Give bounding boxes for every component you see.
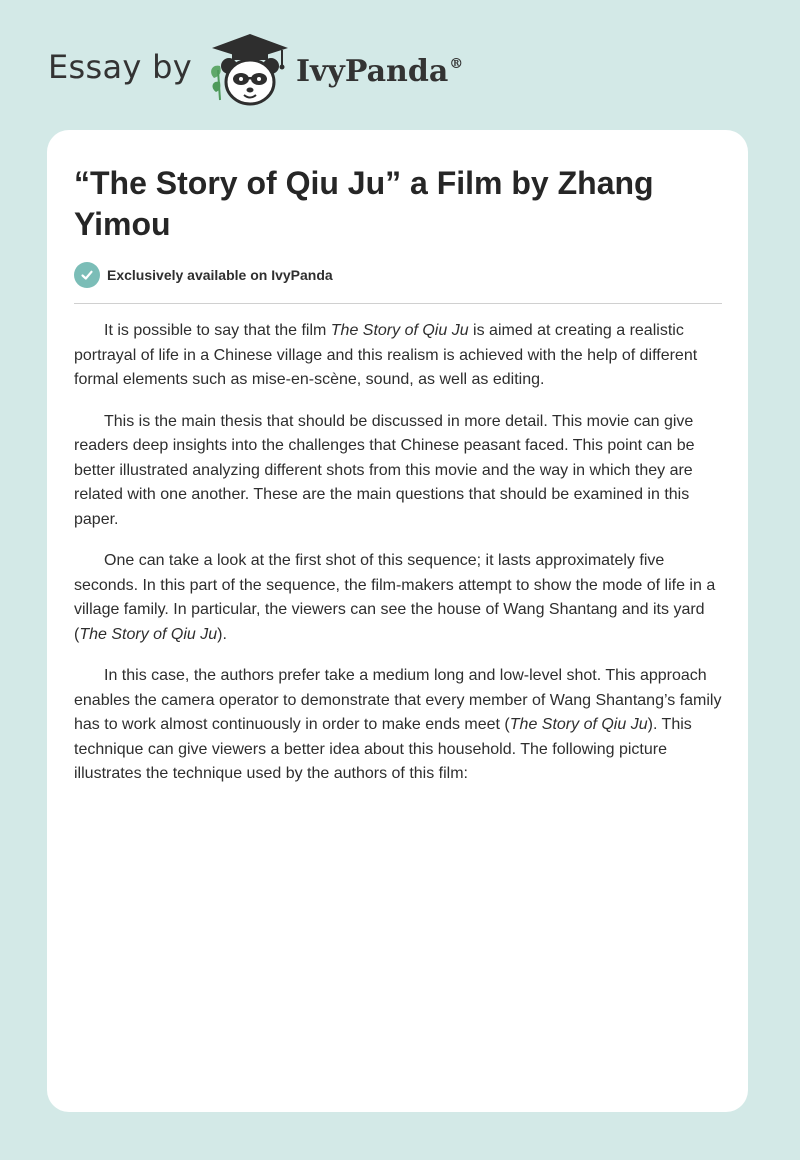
brand-name[interactable]: IvyPanda®	[295, 53, 464, 89]
essay-by-label: Essay by	[48, 48, 192, 86]
exclusive-badge	[74, 262, 333, 288]
film-title-ref: The Story of Qiu Ju	[330, 322, 469, 339]
registered-mark: ®	[449, 55, 464, 72]
paragraph-2: This is the main thesis that should be discussed in more detail. This movie can give readers deep insights into the challenges that Chinese peasant faced. This point can be better illustrated analyzing different shots from this movie and the way in which they are related with one another. These are the main questions that should be examined in this paper.	[74, 412, 695, 528]
checkmark-icon	[74, 262, 100, 288]
essay-title: “The Story of Qiu Ju” a Film by Zhang Yimou	[74, 165, 654, 242]
film-title-ref: The Story of Qiu Ju	[79, 625, 218, 643]
essay-body	[74, 319, 724, 804]
paragraph-3: One can take a look at the first shot of this sequence; it lasts approximately five seconds. In this part of the sequence, the film-makers attempt to show the mode of life in a village family. In particular, the viewers can see the house of Wang Shantang and its yard (The Story of Qiu Ju).	[74, 552, 716, 643]
paragraph-1: It is possible to say that the film The Story of Qiu Ju is aimed at creating a realistic portrayal of life in a Chinese village and this realism is achieved with the help of different formal elements such as mise-en-scène, sound, as well as editing.	[74, 322, 698, 388]
divider	[74, 303, 722, 304]
film-title-ref: The Story of Qiu Ju	[509, 716, 648, 733]
exclusive-badge-label: Exclusively available on IvyPanda	[107, 267, 333, 283]
paragraph-4: In this case, the authors prefer take a medium long and low-level shot. This approach enables the camera operator to demonstrate that every member of Wang Shantang’s family has to work almost continuously in order to make ends meet (The Story of Qiu Ju). This technique can give viewers a better idea about this household. The following picture illustrates the technique used by the authors of this film:	[74, 667, 722, 782]
essay-card	[47, 130, 748, 1112]
panda-graduate-icon[interactable]	[206, 30, 294, 110]
site-header	[48, 30, 463, 110]
